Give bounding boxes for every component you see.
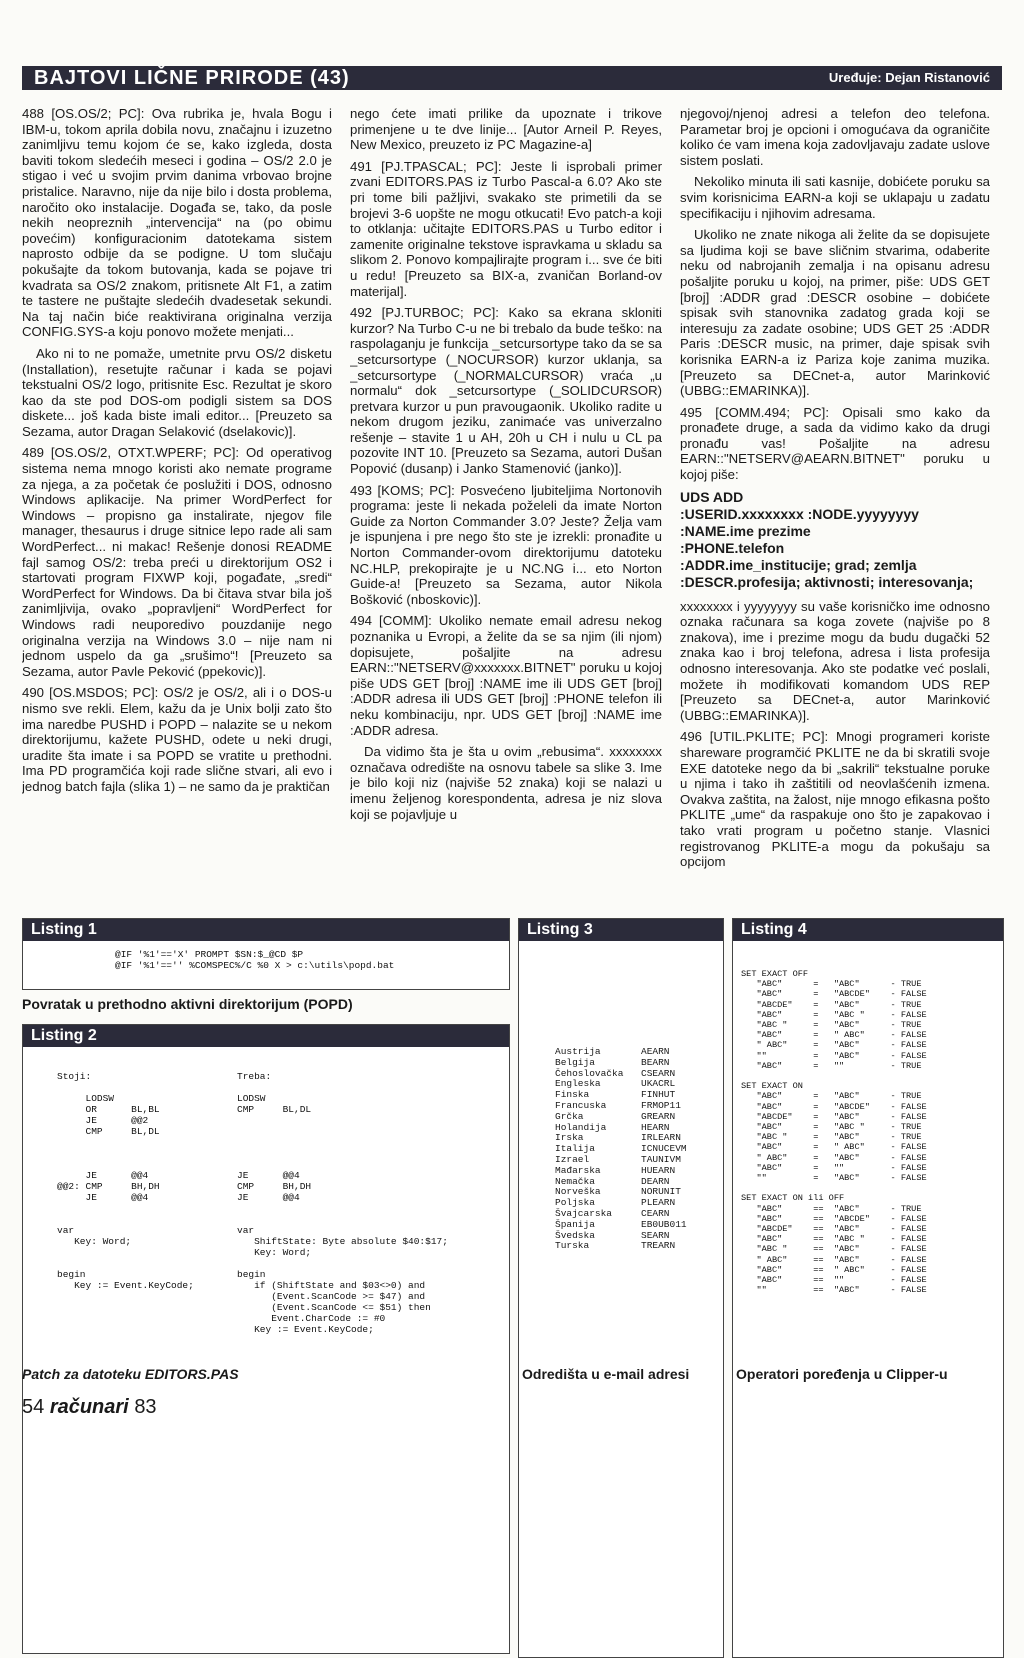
paragraph: 490 [OS.MSDOS; PC]: OS/2 je OS/2, ali i o DOS-u nismo sve rekli. Elem, kažu da je Unix bolji zato što ima naredbe PUSHD i POPD – nalazite se u nekom direktorijumu, kažete PUSHD, odete u neki drugi, uradite šta imate i sa POPD se vratite u prethodni. Ima PD programčića koji rade slične stvari, ali evo i jednog batch fajla (slika 1) – ne samo da je praktičan: [22, 685, 332, 794]
listing-4-code: SET EXACT OFF "ABC" = "ABC" - TRUE "ABC" = "ABCDE" - FALSE "ABCDE" = "ABC" - TRUE "ABC" = "ABC " - FALSE "ABC " = "ABC" - TRUE "ABC" = " ABC" - FALSE " ABC" = "ABC" - FALSE "" = "ABC" - FALSE "ABC" = "" - TRUE SET EXACT ON "ABC" = "ABC" - TRUE "ABC" = "ABCDE" - FALSE "ABCDE" = "ABC" - FALSE "ABC" = "ABC " - TRUE "ABC " = "ABC" - TRUE "ABC" = " ABC" - FALSE " ABC" = "ABC" - FALSE "ABC" = "" - FALSE "" = "ABC" - FALSE SET EXACT ON ili OFF "ABC" == "ABC" - TRUE "ABC" == "ABCDE" - FALSE "ABCDE" == "ABC" - FALSE "ABC" == "ABC " - FALSE "ABC " == "ABC" - FALSE " ABC" == "ABC" - FALSE "ABC" == " ABC" - FALSE "ABC" == "" - FALSE "" == "ABC" - FALSE: [741, 969, 927, 1296]
country-name: Francuska: [555, 1099, 607, 1111]
country-name: Čehoslovačka: [555, 1067, 624, 1079]
country-name: Švedska: [555, 1229, 595, 1241]
listing-4: [732, 918, 1004, 1658]
node-name: AEARN: [641, 1046, 670, 1057]
country-name: Irska: [555, 1132, 584, 1144]
header-bar: [22, 66, 1002, 90]
paragraph: 492 [PJ.TURBOC; PC]: Kako sa ekrana skloniti kurzor? Na Turbo C-u ne bi trebalo da bude teško: na raspolaganju je funkcija _setcursortype tako da se sa _setcursortype (_NOCURSOR) kurzor uklanja, sa _setcursortype (_NORMALCURSOR) vraća „u normalu“ dok _setcursortype (_SOLIDCURSOR) pretvara kurzor u pun pravougaonik. Ukoliko radite u nekom drugom jeziku, zanimaće vas univerzalno rešenje – stavite 1 u AH, 20h u CH i nulu u CL pa pozovite INT 10. [Preuzeto sa Sezama, autori Dušan Popović (dusanp) i Janko Stamenović (janko)].: [350, 305, 662, 477]
country-name: Italija: [555, 1143, 595, 1155]
listing-1-caption: Povratak u prethodno aktivni direktorijum (POPD): [22, 996, 353, 1012]
column-1: [22, 106, 332, 906]
listing-1-code: @IF '%1'=='X' PROMPT $SN:$_@CD $P @IF '%1'=='' %COMSPEC%/C %0 X > c:\utils\popd.bat: [115, 949, 395, 971]
node-name: BEARN: [641, 1056, 670, 1068]
node-name: FRMOP11: [641, 1099, 681, 1111]
node-name: PLEARN: [641, 1197, 676, 1209]
country-name: Finska: [555, 1089, 590, 1101]
country-name: Holandija: [555, 1121, 607, 1133]
node-name: UKACRL: [641, 1078, 676, 1090]
country-name: Mađarska: [555, 1164, 601, 1176]
paragraph: 491 [PJ.TPASCAL; PC]: Jeste li isprobali primer zvani EDITORS.PAS iz Turbo Pascal-a 6.0? Ako ste pri tome bili pažljivi, svakako ste primetili da se brojevi 3-6 uopšte ne mogu otkucati! Evo patch-a koji to otklanja: učitajte EDITORS.PAS u Turbo editor i zamenite originalne tekstove ispravkama u skladu sa slikom 2. Ponovo kompajlirajte program i... sve će biti u redu! [Preuzeto sa BIX-a, zvaničan Borland-ov materijal].: [350, 158, 662, 299]
listing-4-caption: Operatori poređenja u Clipper-u: [736, 1366, 948, 1382]
paragraph: 496 [UTIL.PKLITE; PC]: Mnogi programeri koriste shareware programčić PKLITE ne da bi skratili svoje EXE datoteke nego da bi „sakrili“ tekstualne poruke u njima i tako ih zaštitili od neovlašćenih izmena. Ovakva zaštita, na žalost, nije mnogo efikasna pošto PKLITE „ume“ da raspakuje ono što je zapakovao i tako vrati program u početno stanje. Vlasnici registrovanog PKLITE-a mogu da pokušaju sa opcijom: [680, 729, 990, 870]
listing-4-title: Listing 4: [733, 919, 1003, 941]
paragraph: xxxxxxxx i yyyyyyyy su vaše korisničko ime odnosno oznaka računara sa koga zovete (najviše po 8 znakova), ime i prezime mogu da budu dugački 52 znaka kao i broj telefona, adresa i lista profesija odnosno interesovanja. Ako ste podatke već poslali, možete ih modifikovati komandom UDS REP [Preuzeto sa DECnet-a, autor Marinković (UBBG::EMARINKA)].: [680, 598, 990, 723]
node-name: NORUNIT: [641, 1186, 681, 1198]
paragraph: njegovoj/njenoj adresi a telefon deo telefona. Parametar broj je opcioni i omogućava da ograničite koliko će vam imena koja zadovljavaju zadate uslove sistem poslati.: [680, 106, 990, 168]
listing-3-title: Listing 3: [519, 919, 723, 941]
listing-2-code-before: Stoji: LODSW OR BL,BL JE @@2 CMP BL,DL JE @@4 @@2: CMP BH,DH JE @@4 var Key: Word; begin Key := Event.KeyCode;: [57, 1071, 194, 1291]
country-name: Španija: [555, 1218, 595, 1230]
node-name: CSEARN: [641, 1067, 676, 1079]
destination-table: [555, 1047, 687, 1252]
node-name: HUEARN: [641, 1164, 676, 1176]
node-name: TAUNIVM: [641, 1153, 681, 1165]
rubric-editor: Uređuje: Dejan Ristanović: [828, 70, 990, 85]
paragraph: nego ćete imati prilike da upoznate i trikove primenjene u te dve linije... [Autor Arneil P. Reyes, New Mexico, preuzeto iz PC Magazine-a]: [350, 106, 662, 153]
paragraph: 493 [KOMS; PC]: Posvećeno ljubiteljima Nortonovih programa: jeste li nekada poželeli da imate Norton Guide za Norton Commander 3.0? Jeste? Želja vam je ispunjena i pre nego što ste je izrekli: pronađite u Norton Commander-ovom direktorijumu datoteku NC.HLP, prekopirajte je u NC.NG i... eto Norton Guide-a! [Preuzeto sa Sezama, autor Nikola Bošković (nboskovic)].: [350, 482, 662, 607]
listing-1: [22, 918, 510, 990]
listing-2-caption: Patch za datoteku EDITORS.PAS: [22, 1366, 239, 1382]
node-name: IRLEARN: [641, 1132, 681, 1144]
paragraph: Ukoliko ne znate nikoga ali želite da se dopisujete sa ljudima koji se bave sličnim stvarima, odaberite neku od nabrojanih zemalja i na opisanu adresu pošaljite poruku u kojoj, na primer, piše: UDS GET [broj] :ADDR grad :DESCR osobine – dobićete spisak svih stanovnika zadatog grada koji se interesuju za zadate osobine; UDS GET 25 :ADDR Paris :DESCR music, na primer, daje spisak svih korisnika EARN-a iz Pariza koje zanima muzika. [Preuzeto sa DECnet-a, autor Marinković (UBBG::EMARINKA)].: [680, 227, 990, 399]
table-row: [555, 1220, 687, 1231]
listing-2-code-after: Treba: LODSW CMP BL,DL JE @@4 CMP BH,DH JE @@4 var ShiftState: Byte absolute $40:$17; Key: Word; begin if (ShiftState and $03<>0) and (Event.ScanCode >= $47) and (Event.ScanCode <= $51) then Event.CharCode := #0 Key := Event.KeyCode;: [237, 1071, 448, 1335]
paragraph: Ako ni to ne pomaže, umetnite prvu OS/2 disketu (Installation), resetujte računar i kada se pojavi tekstualni OS/2 logo, pritisnite Esc. Rezultat je skoro kao da ste pod DOS-om podigli sistem sa DOS diskete... još kada biste imali editor... [Preuzeto sa Sezama, autor Dragan Selaković (dselakovic)].: [22, 345, 332, 439]
paragraph: 494 [COMM]: Ukoliko nemate email adresu nekog poznanika u Evropi, a želite da se sa njim (ili njom) dopisujete, pošaljite na adresu EARN::"NETSERV@xxxxxxx.BITNET" poruku u kojoj piše UDS GET [broj] :NAME ime ili UDS GET [broj] :ADDR adresa ili UDS GET [broj] :PHONE telefon ili neku kombinaciju, npr. UDS GET [broj] :NAME ime :ADDR adresa.: [350, 613, 662, 738]
listing-3: [518, 918, 724, 1658]
listing-3-caption: Odredišta u e-mail adresi: [522, 1366, 690, 1382]
table-row: [555, 1166, 687, 1177]
paragraph: Da vidimo šta je šta u ovim „rebusima“. xxxxxxxx označava odredište na osnovu tabele sa slike 3. Ime je bilo koji niz (najviše 52 znaka) koji se nalazi u imenu željenog korespondenta, adresa je niz slova koji se pojavljuje u: [350, 744, 662, 822]
node-name: DEARN: [641, 1175, 670, 1187]
listing-2-title: Listing 2: [23, 1025, 509, 1047]
country-name: Izrael: [555, 1153, 590, 1165]
rubric-title: BAJTOVI LIČNE PRIRODE (43): [34, 67, 350, 89]
table-row: [555, 1112, 687, 1123]
node-name: HEARN: [641, 1121, 670, 1133]
paragraph: 489 [OS.OS/2, OTXT.WPERF; PC]: Od operativog sistema nema mnogo koristi ako nemate programe za njega, a za početak će poslužiti i DOS, odnosno Windows aplikacije. Na primer WordPerfect for Windows – propisno ga instalirate, njegov file manager, thesaurus i druge sitnice lepo rade ali sam WordPerfect... ni makac! Rešenje donosi README fajl samog OS/2: treba preći u direktorijum OS2 i startovati program FIXWP koji, pogađate, „sredi“ WordPerfect for Windows. Da bi čitava stvar bila još zanimljivija, ovako „popravljeni“ WordPerfect for Windows radi neuporedivo pouzdanije nego originalna verzija na Windows 3.0 – nije nam ni jednom uspelo da ga „srušimo“! [Preuzeto sa Sezama, autor Pavle Peković (ppekovic)].: [22, 445, 332, 679]
node-name: TREARN: [641, 1240, 676, 1252]
page-footer: [22, 1396, 157, 1419]
column-3: [680, 106, 990, 906]
node-name: EB0UB011: [641, 1218, 687, 1230]
node-name: FINHUT: [641, 1089, 676, 1101]
listing-1-title: Listing 1: [23, 919, 509, 941]
country-name: Norveška: [555, 1186, 601, 1198]
country-name: Engleska: [555, 1078, 601, 1090]
node-name: CEARN: [641, 1207, 670, 1219]
country-name: Belgija: [555, 1056, 595, 1068]
country-name: Austrija: [555, 1046, 601, 1057]
node-name: ICNUCEVM: [641, 1143, 687, 1155]
paragraph: Nekoliko minuta ili sati kasnije, dobićete poruku sa svim korisnicima EARN-a koji se uklapaju u zadatu specifikaciju i njihovim adresama.: [680, 174, 990, 221]
table-row: [555, 1058, 687, 1069]
paragraph: 495 [COMM.494; PC]: Opisali smo kako da pronađete druge, a sada da vidimo kako da drugi pronađu vas! Pošaljite na adresu EARN::"NETSERV@AEARN.BITNET" poruku u kojoj piše:: [680, 404, 990, 483]
listing-2: [22, 1024, 510, 1654]
magazine-logo: računari: [49, 1396, 129, 1418]
column-2: [350, 106, 662, 906]
country-name: Nemačka: [555, 1175, 595, 1187]
table-row: [555, 1241, 687, 1252]
country-name: Grčka: [555, 1110, 584, 1122]
uds-command: UDS ADD :USERID.xxxxxxxx :NODE.yyyyyyyy :NAME.ime prezime :PHONE.telefon :ADDR.ime_institucije; grad; zemlja :DESCR.profesija; aktivnosti; interesovanja;: [680, 488, 974, 590]
country-name: Turska: [555, 1240, 590, 1252]
country-name: Poljska: [555, 1197, 595, 1209]
issue-number: 83: [134, 1396, 157, 1418]
country-name: Švajcarska: [555, 1207, 613, 1219]
node-name: SEARN: [641, 1229, 670, 1241]
page-number: 54: [22, 1396, 45, 1418]
node-name: GREARN: [641, 1110, 676, 1122]
paragraph: 488 [OS.OS/2; PC]: Ova rubrika je, hvala Bogu i IBM-u, tokom aprila dobila novu, značajnu i izuzetno zanimljivu temu kojom će se, kako izgleda, dosta baviti tokom sledećih meseci i godina – OS/2 2.0 je stigao i već u svojim prvim danima vrbovao brojne pristalice. Naravno, nije da nije bilo i dosta problema, naročito oko instalacije. Događa se, tako, da posle nekih neopreznih „intervencija“ na (po obimu povećim) konfiguracionim datotekama sistem naprosto odbije da se podigne. U tom slučaju pokušajte da tokom butovanja, kada se pojave tri kvadrata sa OS/2 znakom, pritisnete Alt F1, a zatim te tastere ne puštajte sledećih dvadesetak sekundi. Na taj način biće reaktivirana originalna verzija CONFIG.SYS-a koju ponovo možete menjati...: [22, 106, 332, 340]
